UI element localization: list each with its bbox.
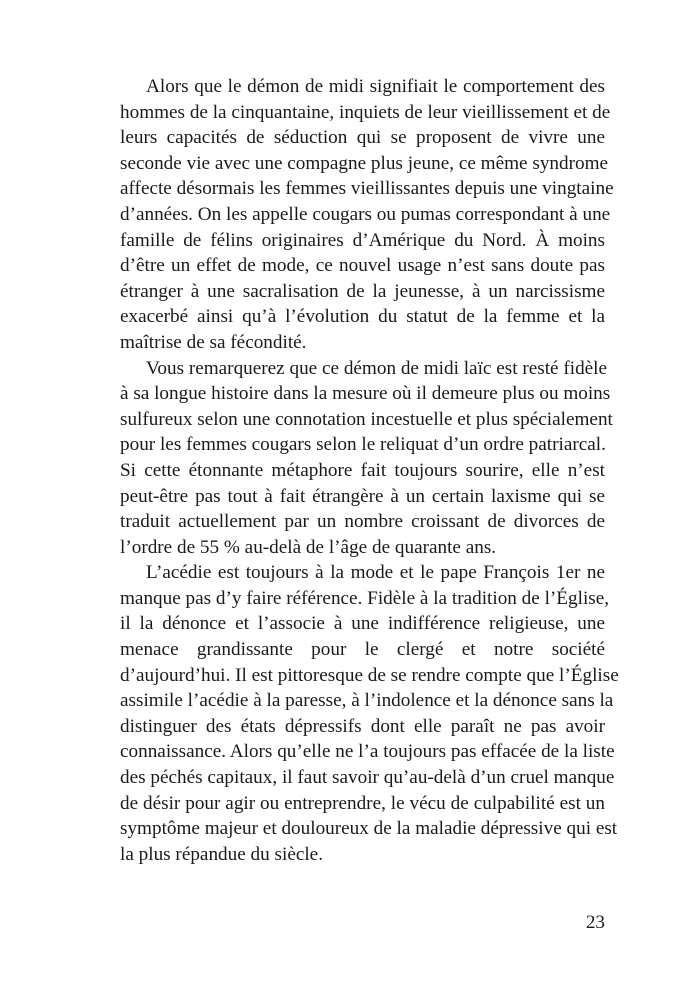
text-line: manque pas d’y faire référence. Fidèle à la tradition de l’Église, (120, 587, 610, 609)
text-line: sulfureux selon une connotation incestuelle et plus spécialement (120, 408, 613, 430)
text-line: traduit actuellement par un nombre croissant de divorces de (120, 511, 605, 533)
text-line: d’être un effet de mode, ce nouvel usage n’est sans doute pas (120, 255, 605, 277)
text-line: famille de félins originaires d’Amérique du Nord. À moins (120, 229, 605, 251)
page-number: 23 (585, 912, 605, 933)
body-text (120, 74, 619, 867)
text-line: Si cette étonnante métaphore fait toujours sourire, elle n’est (120, 459, 605, 481)
text-line: affecte désormais les femmes vieillissantes depuis une vingtaine (120, 178, 614, 200)
text-line: connaissance. Alors qu’elle ne l’a toujours pas effacée de la liste (120, 741, 615, 763)
text-line: assimile l’acédie à la paresse, à l’indolence et la dénonce sans la (120, 690, 614, 712)
text-line: menace grandissante pour le clergé et notre société (120, 639, 605, 661)
text-line: peut-être pas tout à fait étrangère à un certain laxisme qui se (120, 485, 605, 507)
text-line: d’aujourd’hui. Il est pittoresque de se rendre compte que l’Église (120, 664, 619, 686)
text-line: L’acédie est toujours à la mode et le pape François 1er ne (146, 562, 605, 584)
text-line: maîtrise de sa fécondité. (120, 331, 307, 353)
paragraph (120, 560, 619, 867)
text-line: seconde vie avec une compagne plus jeune, ce même syndrome (120, 152, 609, 174)
text-line: de désir pour agir ou entreprendre, le vécu de culpabilité est un (120, 792, 605, 814)
text-line: exacerbé ainsi qu’à l’évolution du statut de la femme et la (120, 306, 605, 328)
text-line: pour les femmes cougars selon le reliquat d’un ordre patriarcal. (120, 434, 606, 456)
text-line: Alors que le démon de midi signifiait le comportement des (146, 76, 605, 97)
text-line: d’années. On les appelle cougars ou pumas correspondant à une (120, 203, 611, 225)
text-line: à sa longue histoire dans la mesure où il demeure plus ou moins (120, 383, 611, 405)
paragraph (120, 74, 614, 356)
text-line: l’ordre de 55 % au-delà de l’âge de quarante ans. (120, 536, 497, 558)
text-line: distinguer des états dépressifs dont elle paraît ne pas avoir (120, 715, 605, 737)
text-line: symptôme majeur et douloureux de la maladie dépressive qui est (120, 818, 618, 840)
paragraph (120, 356, 613, 561)
text-line: leurs capacités de séduction qui se proposent de vivre une (120, 127, 605, 149)
text-line: Vous remarquerez que ce démon de midi laïc est resté fidèle (146, 357, 608, 379)
text-line: étranger à une sacralisation de la jeunesse, à un narcissisme (120, 280, 605, 302)
text-line: hommes de la cinquantaine, inquiets de leur vieillissement et de (120, 101, 611, 123)
text-line: la plus répandue du siècle. (120, 843, 323, 865)
text-line: il la dénonce et l’associe à une indifférence religieuse, une (120, 613, 605, 635)
text-line: des péchés capitaux, il faut savoir qu’au-delà d’un cruel manque (120, 767, 615, 789)
